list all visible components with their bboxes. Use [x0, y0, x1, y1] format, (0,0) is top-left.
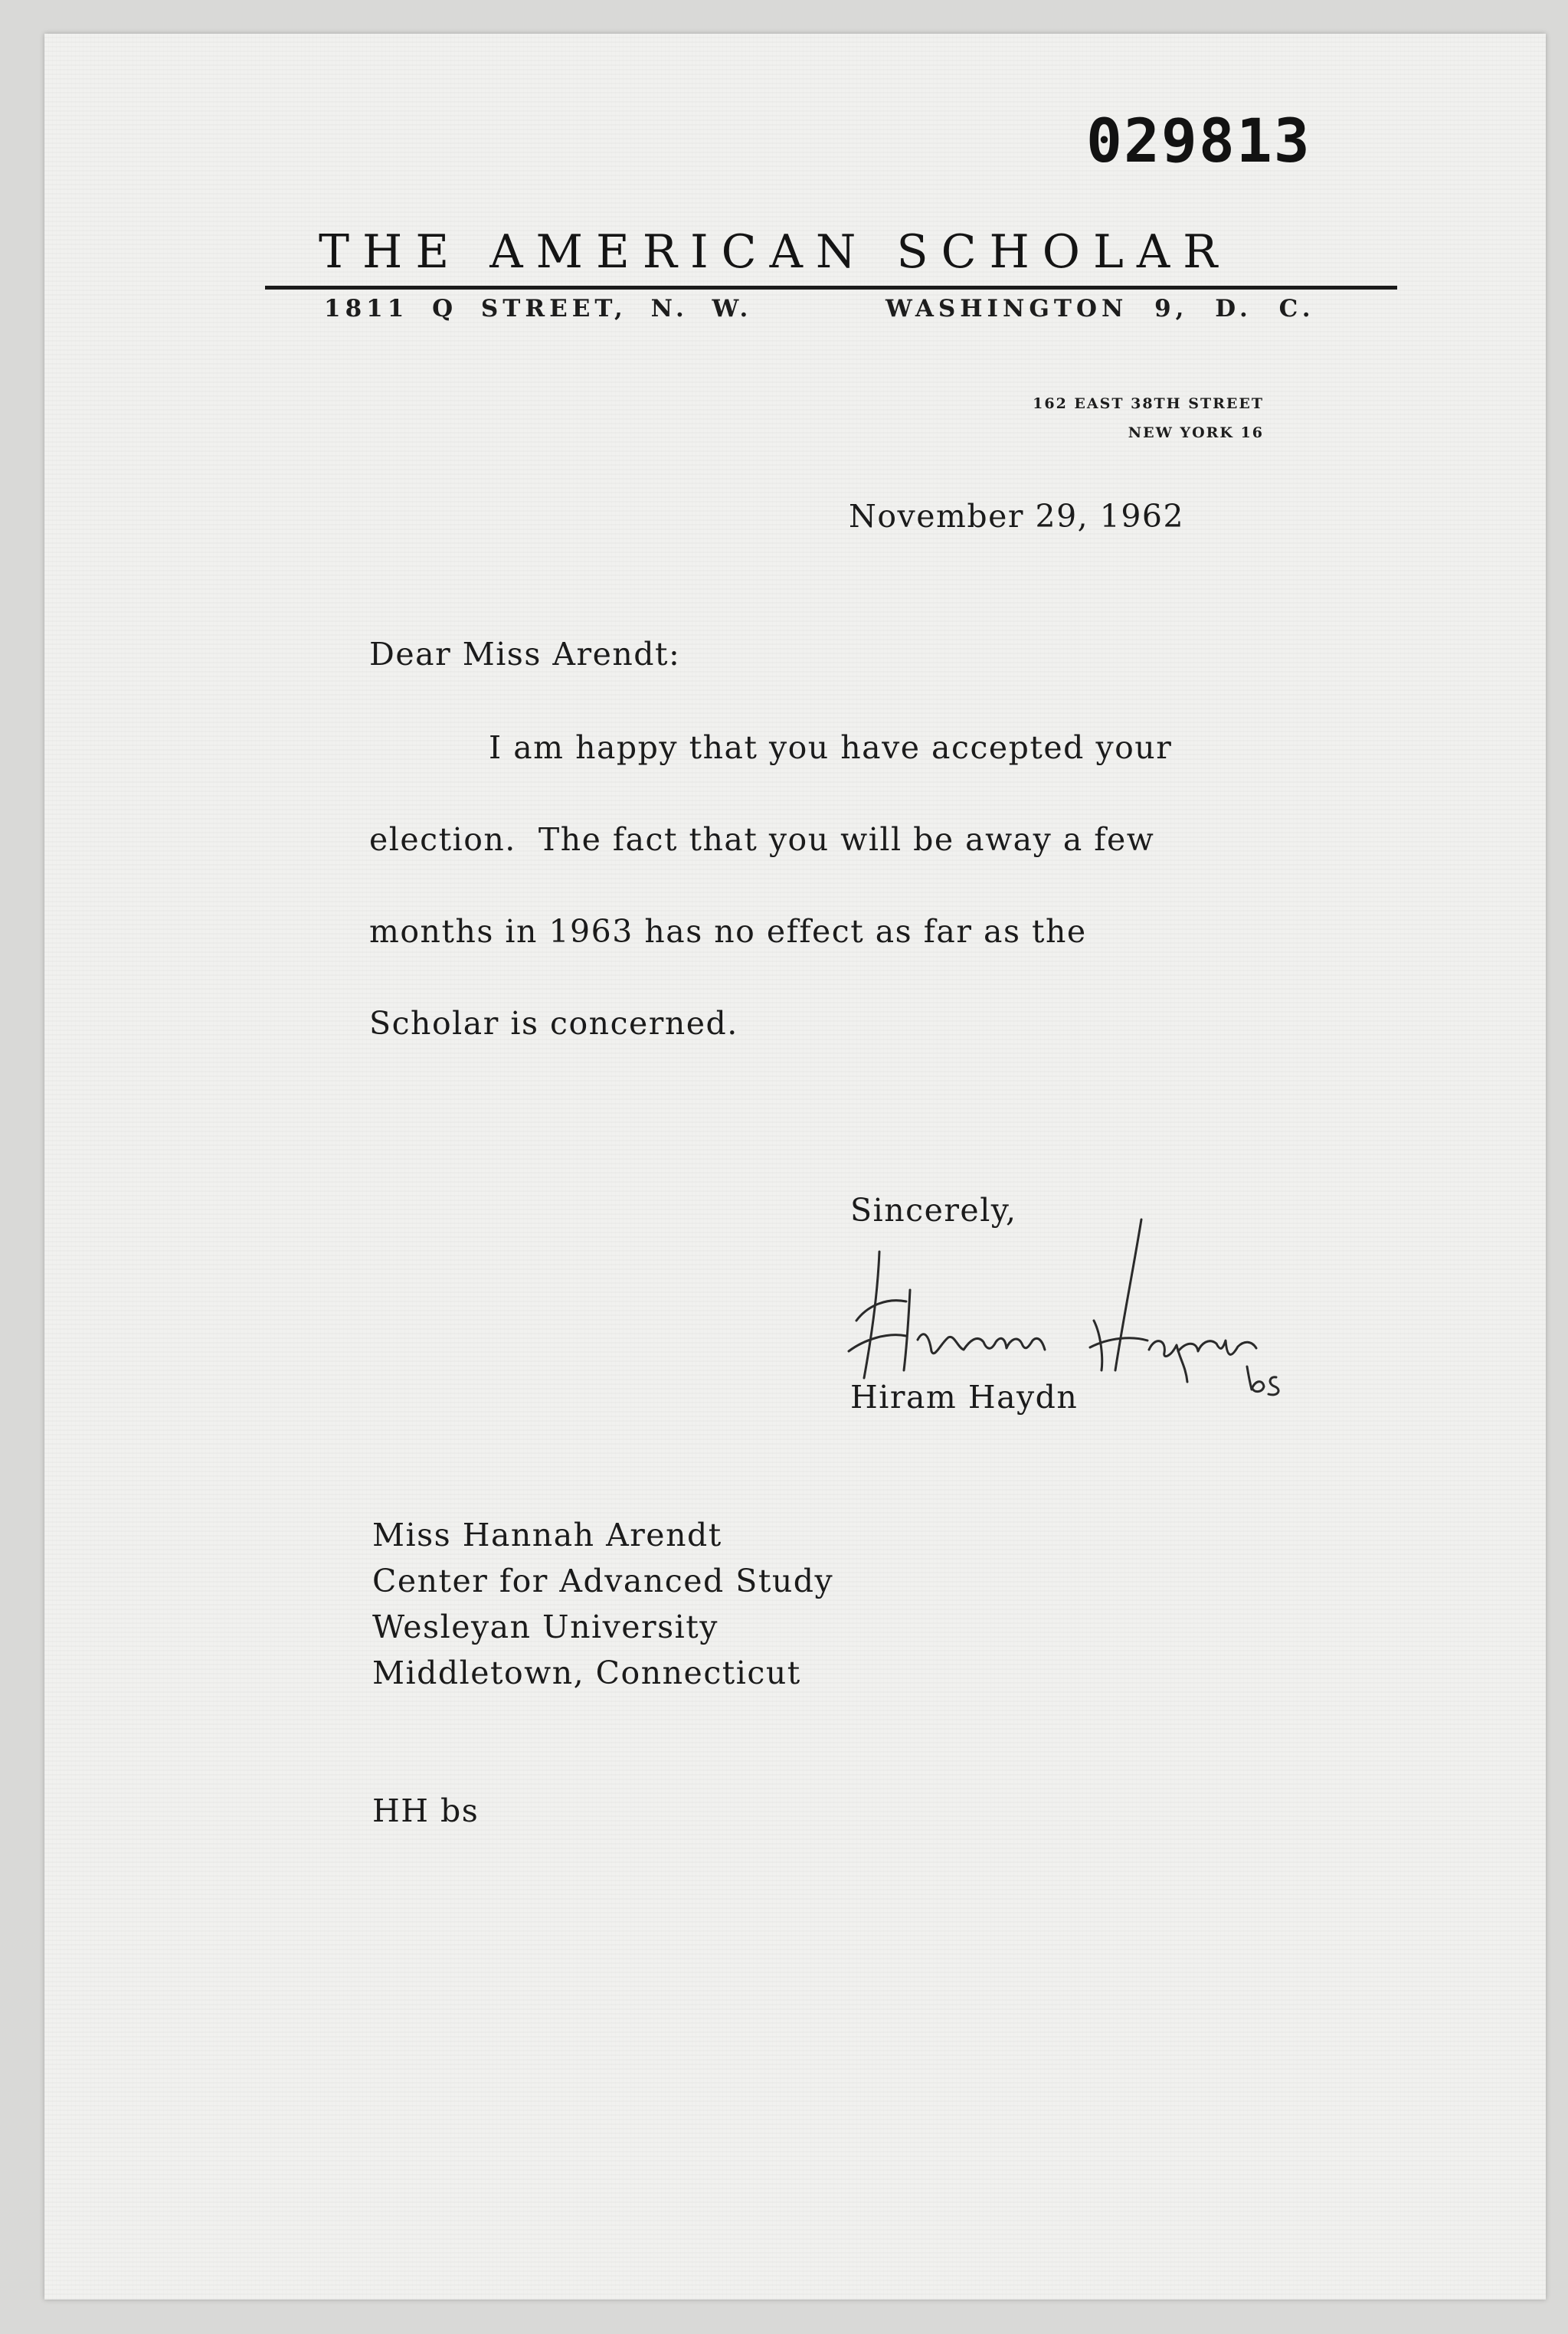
document-number: 029813	[1086, 107, 1311, 176]
body-line: I am happy that you have accepted your	[489, 729, 1173, 766]
closing: Sincerely,	[850, 1192, 1017, 1229]
ny-address-line2: NEW YORK 16	[1128, 424, 1264, 441]
signer-name: Hiram Haydn	[850, 1379, 1079, 1416]
recipient-line: Miss Hannah Arendt	[372, 1517, 722, 1553]
letterhead-title: THE AMERICAN SCHOLAR	[319, 225, 1231, 279]
recipient-line: Center for Advanced Study	[372, 1563, 834, 1599]
reference-initials: HH bs	[372, 1792, 480, 1829]
handwritten-signature	[833, 1206, 1308, 1405]
body-line: months in 1963 has no effect as far as the	[369, 913, 1087, 950]
salutation: Dear Miss Arendt:	[369, 636, 681, 673]
letterhead-street-address: 1811 Q STREET, N. W.	[324, 295, 753, 322]
letterhead-rule	[265, 286, 1397, 290]
letter-date: November 29, 1962	[849, 498, 1185, 535]
letterhead-city: WASHINGTON 9, D. C.	[885, 295, 1315, 322]
ny-address-line1: 162 EAST 38TH STREET	[1033, 395, 1264, 412]
body-line: election. The fact that you will be away a few	[369, 821, 1155, 858]
recipient-line: Wesleyan University	[372, 1609, 719, 1645]
letter-page	[44, 34, 1546, 2300]
recipient-line: Middletown, Connecticut	[372, 1655, 801, 1691]
body-line: Scholar is concerned.	[369, 1005, 738, 1042]
